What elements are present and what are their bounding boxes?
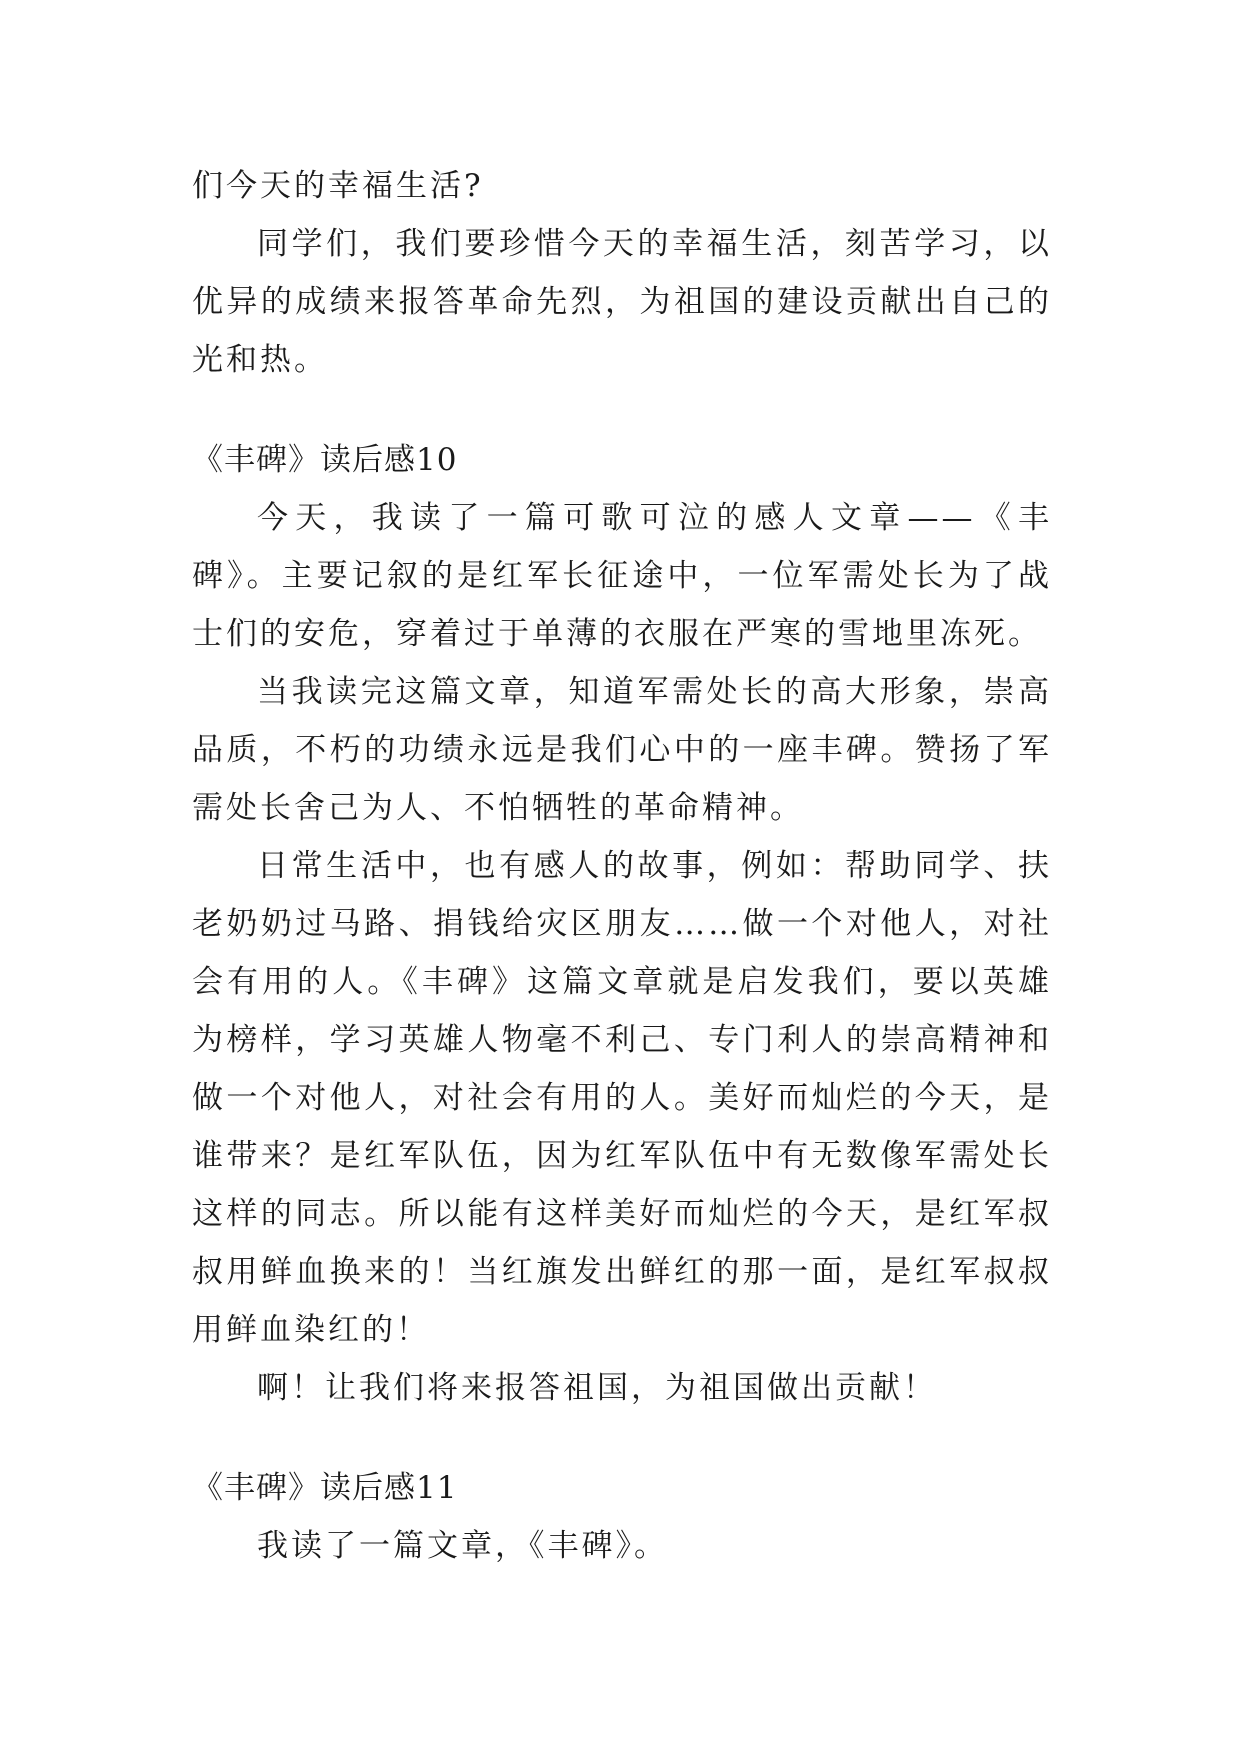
paragraph: 今天，我读了一篇可歌可泣的感人文章——《丰碑》。主要记叙的是红军长征途中，一位军需处长为了战士们的安危，穿着过于单薄的衣服在严寒的雪地里冻死。 [192, 500, 1052, 652]
paragraph: 当我读完这篇文章，知道军需处长的高大形象，崇高品质，不朽的功绩永远是我们心中的一座丰碑。赞扬了军需处长舍己为人、不怕牺牲的革命精神。 [192, 674, 1052, 826]
section-spacer [192, 389, 1052, 431]
paragraph: 啊！让我们将来报答祖国，为祖国做出贡献！ [257, 1370, 937, 1406]
paragraph: 同学们，我们要珍惜今天的幸福生活，刻苦学习，以优异的成绩来报答革命先烈，为祖国的建设贡献出自己的光和热。 [192, 226, 1052, 378]
section-heading: 《丰碑》读后感10 [192, 442, 458, 478]
section-heading: 《丰碑》读后感11 [192, 1470, 458, 1506]
paragraph: 日常生活中，也有感人的故事，例如：帮助同学、扶老奶奶过马路、捐钱给灾区朋友……做一个对他人，对社会有用的人。《丰碑》这篇文章就是启发我们，要以英雄为榜样，学习英雄人物毫不利己、专门利人的崇高精神和做一个对他人，对社会有用的人。美好而灿烂的今天，是谁带来？是红军队伍，因为红军队伍中有无数像军需处长这样的同志。所以能有这样美好而灿烂的今天，是红军叔叔用鲜血换来的！当红旗发出鲜红的那一面，是红军叔叔用鲜血染红的！ [192, 848, 1052, 1348]
continuation-line: 们今天的幸福生活? [192, 168, 484, 204]
section-spacer [192, 1417, 1052, 1459]
paragraph: 我读了一篇文章，《丰碑》。 [257, 1528, 668, 1564]
document-body [192, 157, 1052, 1575]
